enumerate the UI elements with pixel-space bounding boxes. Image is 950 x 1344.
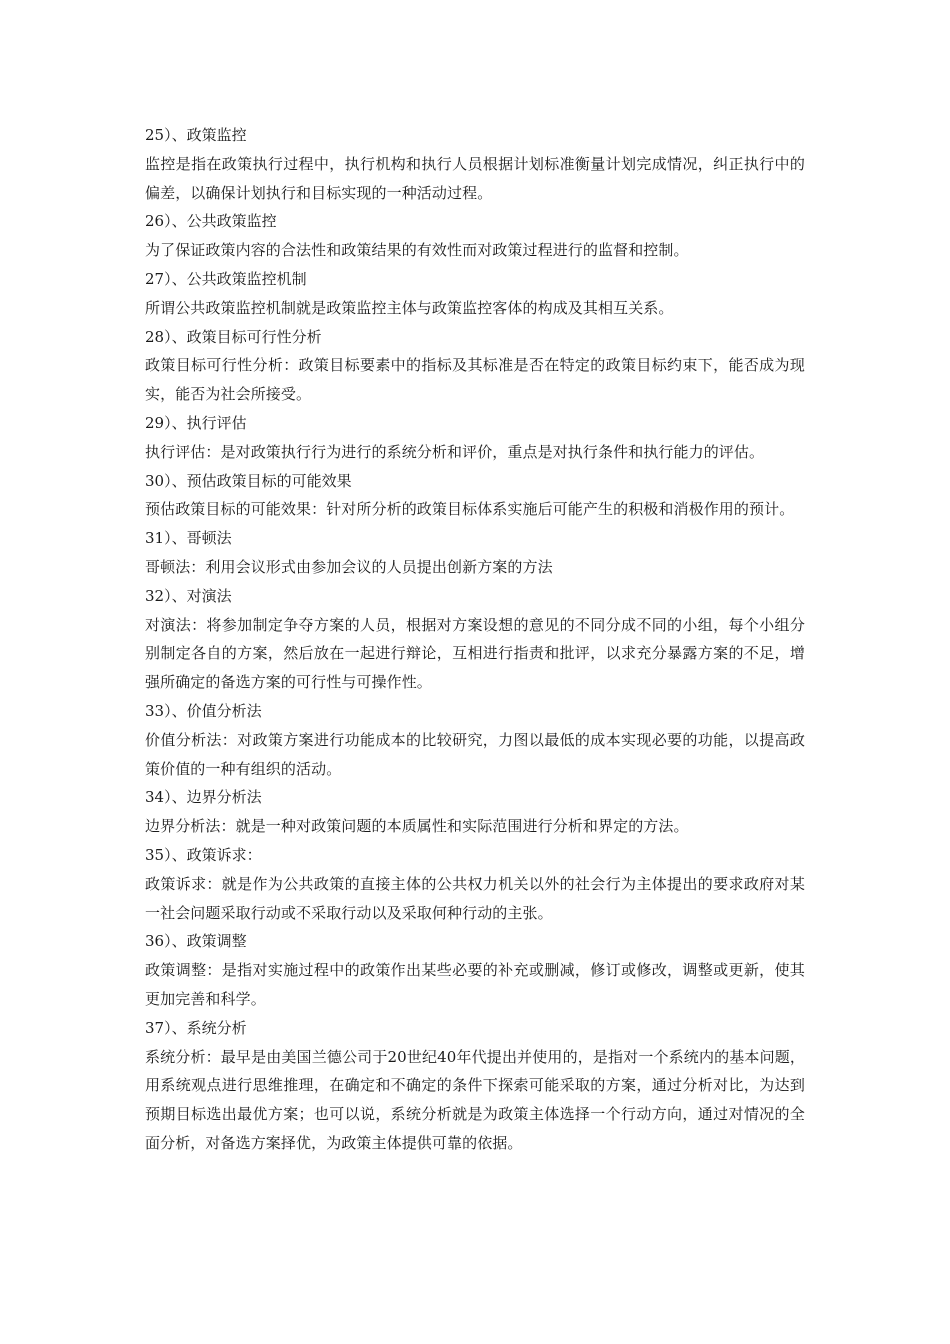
entry-title-27: 27）、公共政策监控机制 <box>145 269 307 288</box>
entry-title-29: 29）、执行评估 <box>145 413 247 432</box>
entry-body-25: 监控是指在政策执行过程中，执行机构和执行人员根据计划标准衡量计划完成情况，纠正执行中的偏差，以确保计划执行和目标实现的一种活动过程。 <box>145 154 805 202</box>
entry-body-36: 政策调整：是指对实施过程中的政策作出某些必要的补充或删减，修订或修改，调整或更新，使其更加完善和科学。 <box>145 961 805 1008</box>
entry-title-26: 26）、公共政策监控 <box>145 212 277 231</box>
entry-body-29: 执行评估：是对政策执行行为进行的系统分析和评价，重点是对执行条件和执行能力的评估。 <box>145 442 765 461</box>
entry-title-31: 31）、哥顿法 <box>145 529 232 548</box>
entry-body-26: 为了保证政策内容的合法性和政策结果的有效性而对政策过程进行的监督和控制。 <box>145 241 689 260</box>
entry-title-25: 25）、政策监控 <box>145 126 247 144</box>
entry-title-33: 33）、价值分析法 <box>145 701 262 720</box>
entry-body-28: 政策目标可行性分析：政策目标要素中的指标及其标准是否在特定的政策目标约束下，能否成为现实，能否为社会所接受。 <box>145 356 805 404</box>
entry-title-36: 36）、政策调整 <box>145 932 247 951</box>
entry-body-37: 系统分析：最早是由美国兰德公司于20世纪40年代提出并使用的，是指对一个系统内的基本问题，用系统观点进行思维推理，在确定和不确定的条件下探索可能采取的方案，通过分析对比，为达到预期目标选出最优方案；也可以说，系统分析就是为政策主体选择一个行动方向，通过对情况的全面分析，对备选方案择优，为政策主体提供可靠的依据。 <box>145 1047 805 1152</box>
entry-title-37: 37）、系统分析 <box>145 1018 247 1037</box>
entry-body-35: 政策诉求：就是作为公共政策的直接主体的公共权力机关以外的社会行为主体提出的要求政府对某一社会问题采取行动或不采取行动以及采取何种行动的主张。 <box>145 874 805 922</box>
entry-body-34: 边界分析法：就是一种对政策问题的本质属性和实际范围进行分析和界定的方法。 <box>145 817 689 836</box>
entry-body-30: 预估政策目标的可能效果：针对所分析的政策目标体系实施后可能产生的积极和消极作用的预计。 <box>145 500 795 519</box>
entry-title-34: 34）、边界分析法 <box>145 788 262 807</box>
entry-body-33: 价值分析法：对政策方案进行功能成本的比较研究，力图以最低的成本实现必要的功能，以提高政策价值的一种有组织的活动。 <box>145 730 805 778</box>
entry-body-27: 所谓公共政策监控机制就是政策监控主体与政策监控客体的构成及其相互关系。 <box>145 298 674 317</box>
entry-body-31: 哥顿法：利用会议形式由参加会议的人员提出创新方案的方法 <box>145 557 553 576</box>
entry-body-32: 对演法：将参加制定争夺方案的人员，根据对方案设想的意见的不同分成不同的小组，每个小组分别制定各自的方案，然后放在一起进行辩论，互相进行指责和批评，以求充分暴露方案的不足，增强所确定的备选方案的可行性与可操作性。 <box>145 615 805 692</box>
entry-title-30: 30）、预估政策目标的可能效果 <box>145 471 352 490</box>
entry-title-35: 35）、政策诉求： <box>145 845 262 864</box>
entry-title-28: 28）、政策目标可行性分析 <box>145 327 322 346</box>
document-page <box>145 121 805 1158</box>
entry-title-32: 32）、对演法 <box>145 586 232 605</box>
